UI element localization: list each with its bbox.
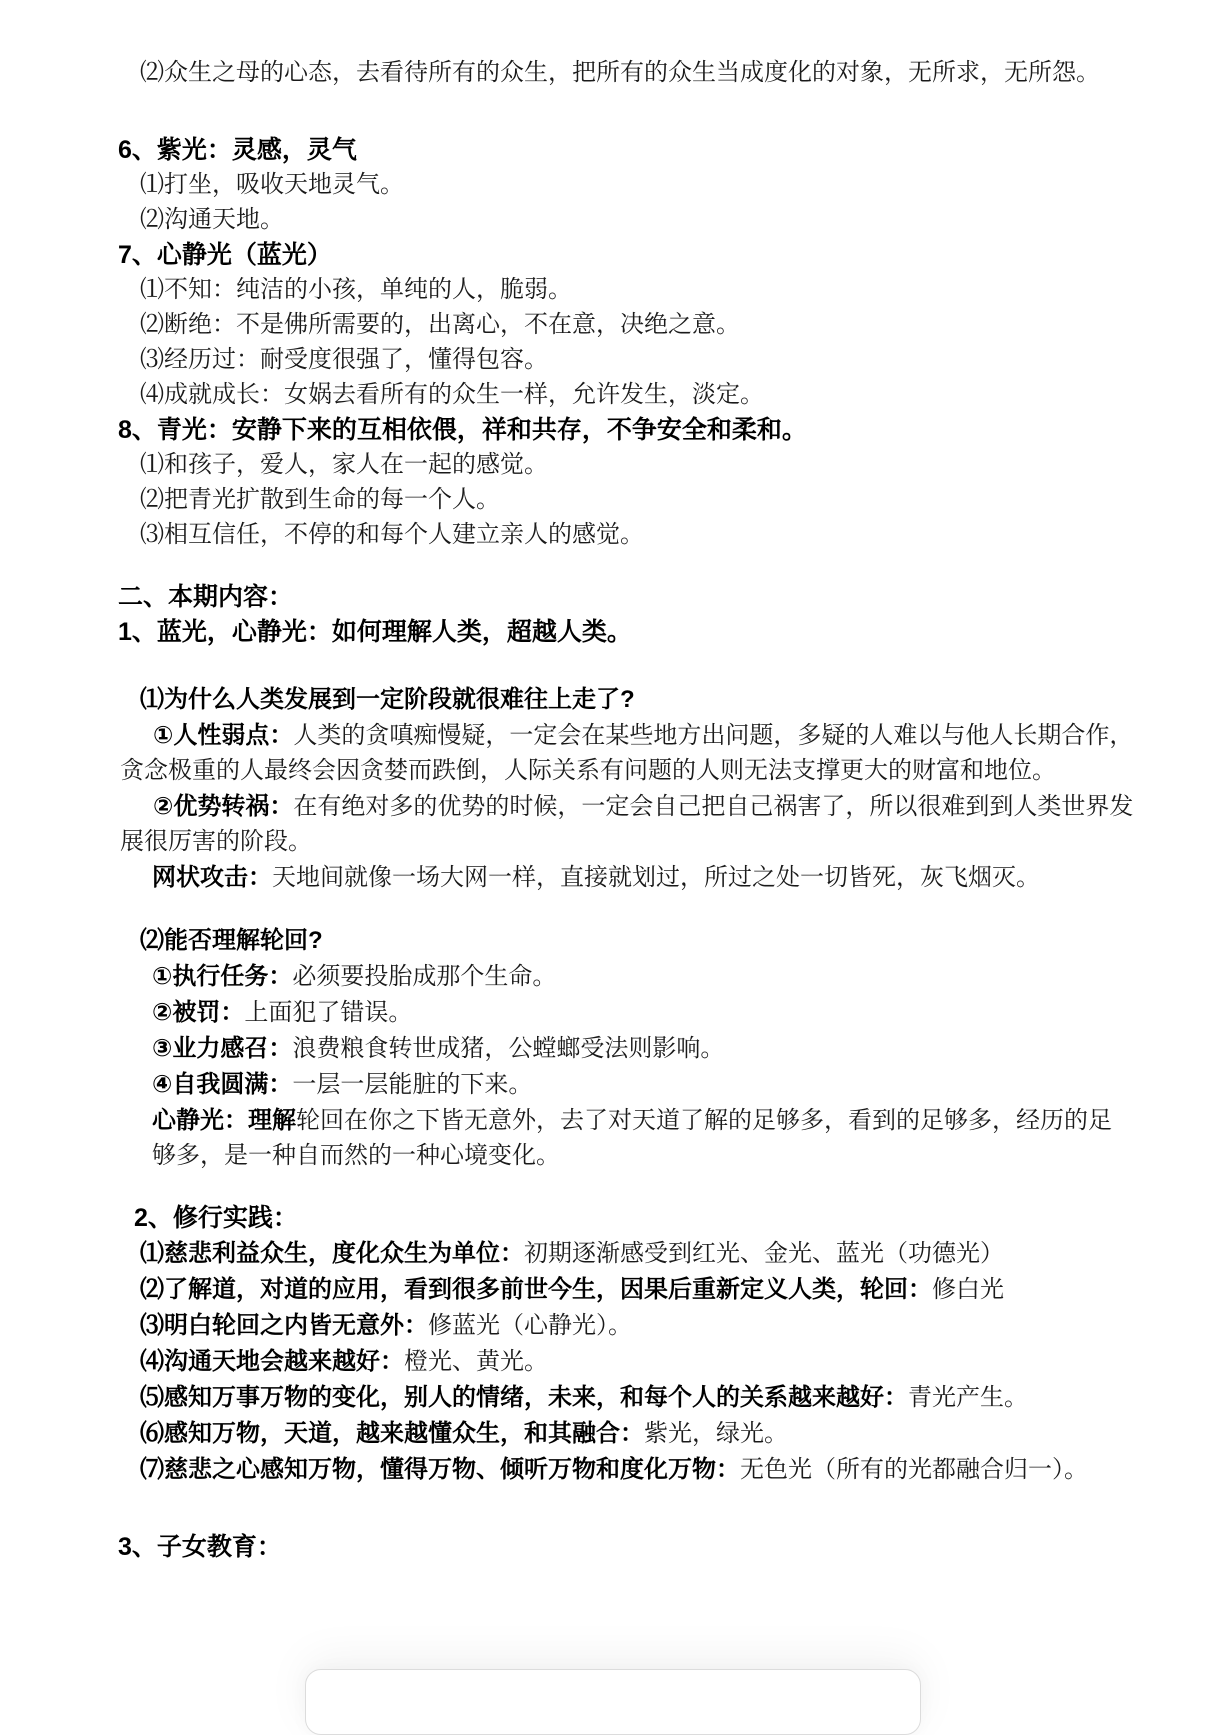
text-segment: ⑵把青光扩散到生命的每一个人。 (140, 487, 500, 513)
text-line (0, 518, 1135, 553)
text-segment: 修白光 (932, 1277, 1004, 1303)
bold-text-segment: 3、子女教育： (118, 1533, 282, 1561)
text-line (0, 923, 1135, 959)
bold-text-segment: 二、本期内容： (118, 583, 294, 611)
bold-text-segment: ①执行任务： (152, 963, 293, 990)
bold-text-segment: ⑴为什么人类发展到一定阶段就很难往上走了? (140, 686, 635, 713)
bold-text-segment: ⑵能否理解轮回? (140, 927, 323, 954)
heading-line (0, 1201, 1135, 1236)
text-segment: 橙光、黄光。 (404, 1349, 548, 1375)
text-line (0, 483, 1135, 518)
text-line (0, 448, 1135, 483)
heading-line (0, 1530, 1135, 1565)
text-segment: ⑴和孩子，爱人，家人在一起的感觉。 (140, 452, 548, 478)
text-line (0, 1067, 1135, 1103)
bold-text-segment: ④自我圆满： (152, 1071, 293, 1098)
heading-line (0, 615, 1135, 650)
text-segment: 初期逐渐感受到红光、金光、蓝光（功德光） (524, 1241, 1004, 1267)
heading-line (0, 238, 1135, 273)
text-line (0, 1416, 1135, 1452)
bold-text-segment: 1、蓝光，心静光：如何理解人类，超越人类。 (118, 618, 632, 646)
text-segment: 天地间就像一场大网一样，直接就划过，所过之处一切皆死，灰飞烟灭。 (272, 865, 1040, 891)
text-line (0, 378, 1135, 413)
text-segment: 上面犯了错误。 (244, 1000, 413, 1026)
text-segment: ⑶相互信任，不停的和每个人建立亲人的感觉。 (140, 522, 644, 548)
bold-text-segment: ⑹感知万物，天道，越来越懂众生，和其融合： (140, 1420, 644, 1447)
text-line (0, 1308, 1135, 1344)
text-line (0, 995, 1135, 1031)
bold-text-segment: 心静光：理解 (152, 1107, 296, 1134)
text-segment: ⑵断绝：不是佛所需要的，出离心，不在意，决绝之意。 (140, 312, 740, 338)
text-segment: 紫光，绿光。 (644, 1421, 788, 1447)
text-line (0, 168, 1135, 203)
text-segment: ⑵众生之母的心态，去看待所有的众生，把所有的众生当成度化的对象，无所求，无所怨。 (140, 60, 1100, 86)
heading-line (0, 413, 1135, 448)
text-segment: 浪费粮食转世成猪，公螳螂受法则影响。 (292, 1036, 725, 1062)
text-line (0, 1344, 1135, 1380)
bold-text-segment: ⑸感知万事万物的变化，别人的情绪，未来，和每个人的关系越来越好： (140, 1384, 908, 1411)
text-segment: 修蓝光（心静光）。 (428, 1313, 632, 1339)
bold-text-segment: ⑺慈悲之心感知万物，懂得万物、倾听万物和度化万物： (140, 1456, 740, 1483)
text-segment: ⑴打坐，吸收天地灵气。 (140, 172, 404, 198)
text-line (0, 1452, 1135, 1488)
bold-text-segment: ②优势转祸： (153, 793, 294, 820)
text-line (0, 860, 1135, 896)
text-segment: ⑴不知：纯洁的小孩，单纯的人，脆弱。 (140, 277, 572, 303)
text-segment: ⑷成就成长：女娲去看所有的众生一样，允许发生，淡定。 (140, 382, 764, 408)
text-segment: 青光产生。 (908, 1385, 1028, 1411)
text-line (0, 1272, 1135, 1308)
heading-line (0, 133, 1135, 168)
bold-text-segment: ③业力感召： (152, 1035, 293, 1062)
text-line (0, 1103, 1135, 1174)
bold-text-segment: ⑷沟通天地会越来越好： (140, 1348, 404, 1375)
text-line (0, 203, 1135, 238)
text-line (0, 308, 1135, 343)
bold-text-segment: ②被罚： (152, 999, 245, 1026)
text-line (0, 1236, 1135, 1272)
text-line (0, 343, 1135, 378)
bold-text-segment: 7、心静光（蓝光） (118, 241, 332, 269)
document-body (0, 56, 1225, 1565)
bold-text-segment: ⑶明白轮回之内皆无意外： (140, 1312, 428, 1339)
text-line (0, 273, 1135, 308)
bold-text-segment: ⑴慈悲利益众生，度化众生为单位： (140, 1240, 524, 1267)
bold-text-segment: 6、紫光：灵感，灵气 (118, 136, 357, 164)
bold-text-segment: 网状攻击： (152, 864, 272, 891)
text-segment: 无色光（所有的光都融合归一）。 (740, 1457, 1088, 1483)
text-segment: 必须要投胎成那个生命。 (292, 964, 557, 990)
text-line (0, 789, 1135, 860)
text-line (0, 718, 1135, 789)
text-line (0, 682, 1135, 718)
bold-text-segment: 2、修行实践： (134, 1204, 298, 1232)
bold-text-segment: 8、青光：安静下来的互相依偎，祥和共存，不争安全和柔和。 (118, 416, 807, 444)
text-segment: 人类的贪嗔痴慢疑，一定会在某些地方出问题，多疑的人难以与他人长期合作，贪念极重的人最终会因贪婪而跌倒，人际关系有问题的人则无法支撑更大的财富和地位。 (120, 723, 1134, 784)
text-line (0, 959, 1135, 995)
bold-text-segment: ⑵了解道，对道的应用，看到很多前世今生，因果后重新定义人类，轮回： (140, 1276, 932, 1303)
text-segment: ⑶经历过：耐受度很强了，懂得包容。 (140, 347, 548, 373)
text-line (0, 1031, 1135, 1067)
bold-text-segment: ①人性弱点： (153, 722, 294, 749)
text-line (0, 56, 1135, 91)
text-segment: 轮回在你之下皆无意外，去了对天道了解的足够多，看到的足够多，经历的足够多，是一种自而然的一种心境变化。 (152, 1108, 1112, 1169)
heading-line (0, 580, 1135, 615)
text-segment: ⑵沟通天地。 (140, 207, 284, 233)
text-segment: 在有绝对多的优势的时候，一定会自己把自己祸害了，所以很难到到人类世界发展很厉害的阶段。 (120, 794, 1134, 855)
text-line (0, 1380, 1135, 1416)
text-segment: 一层一层能脏的下来。 (292, 1072, 533, 1098)
